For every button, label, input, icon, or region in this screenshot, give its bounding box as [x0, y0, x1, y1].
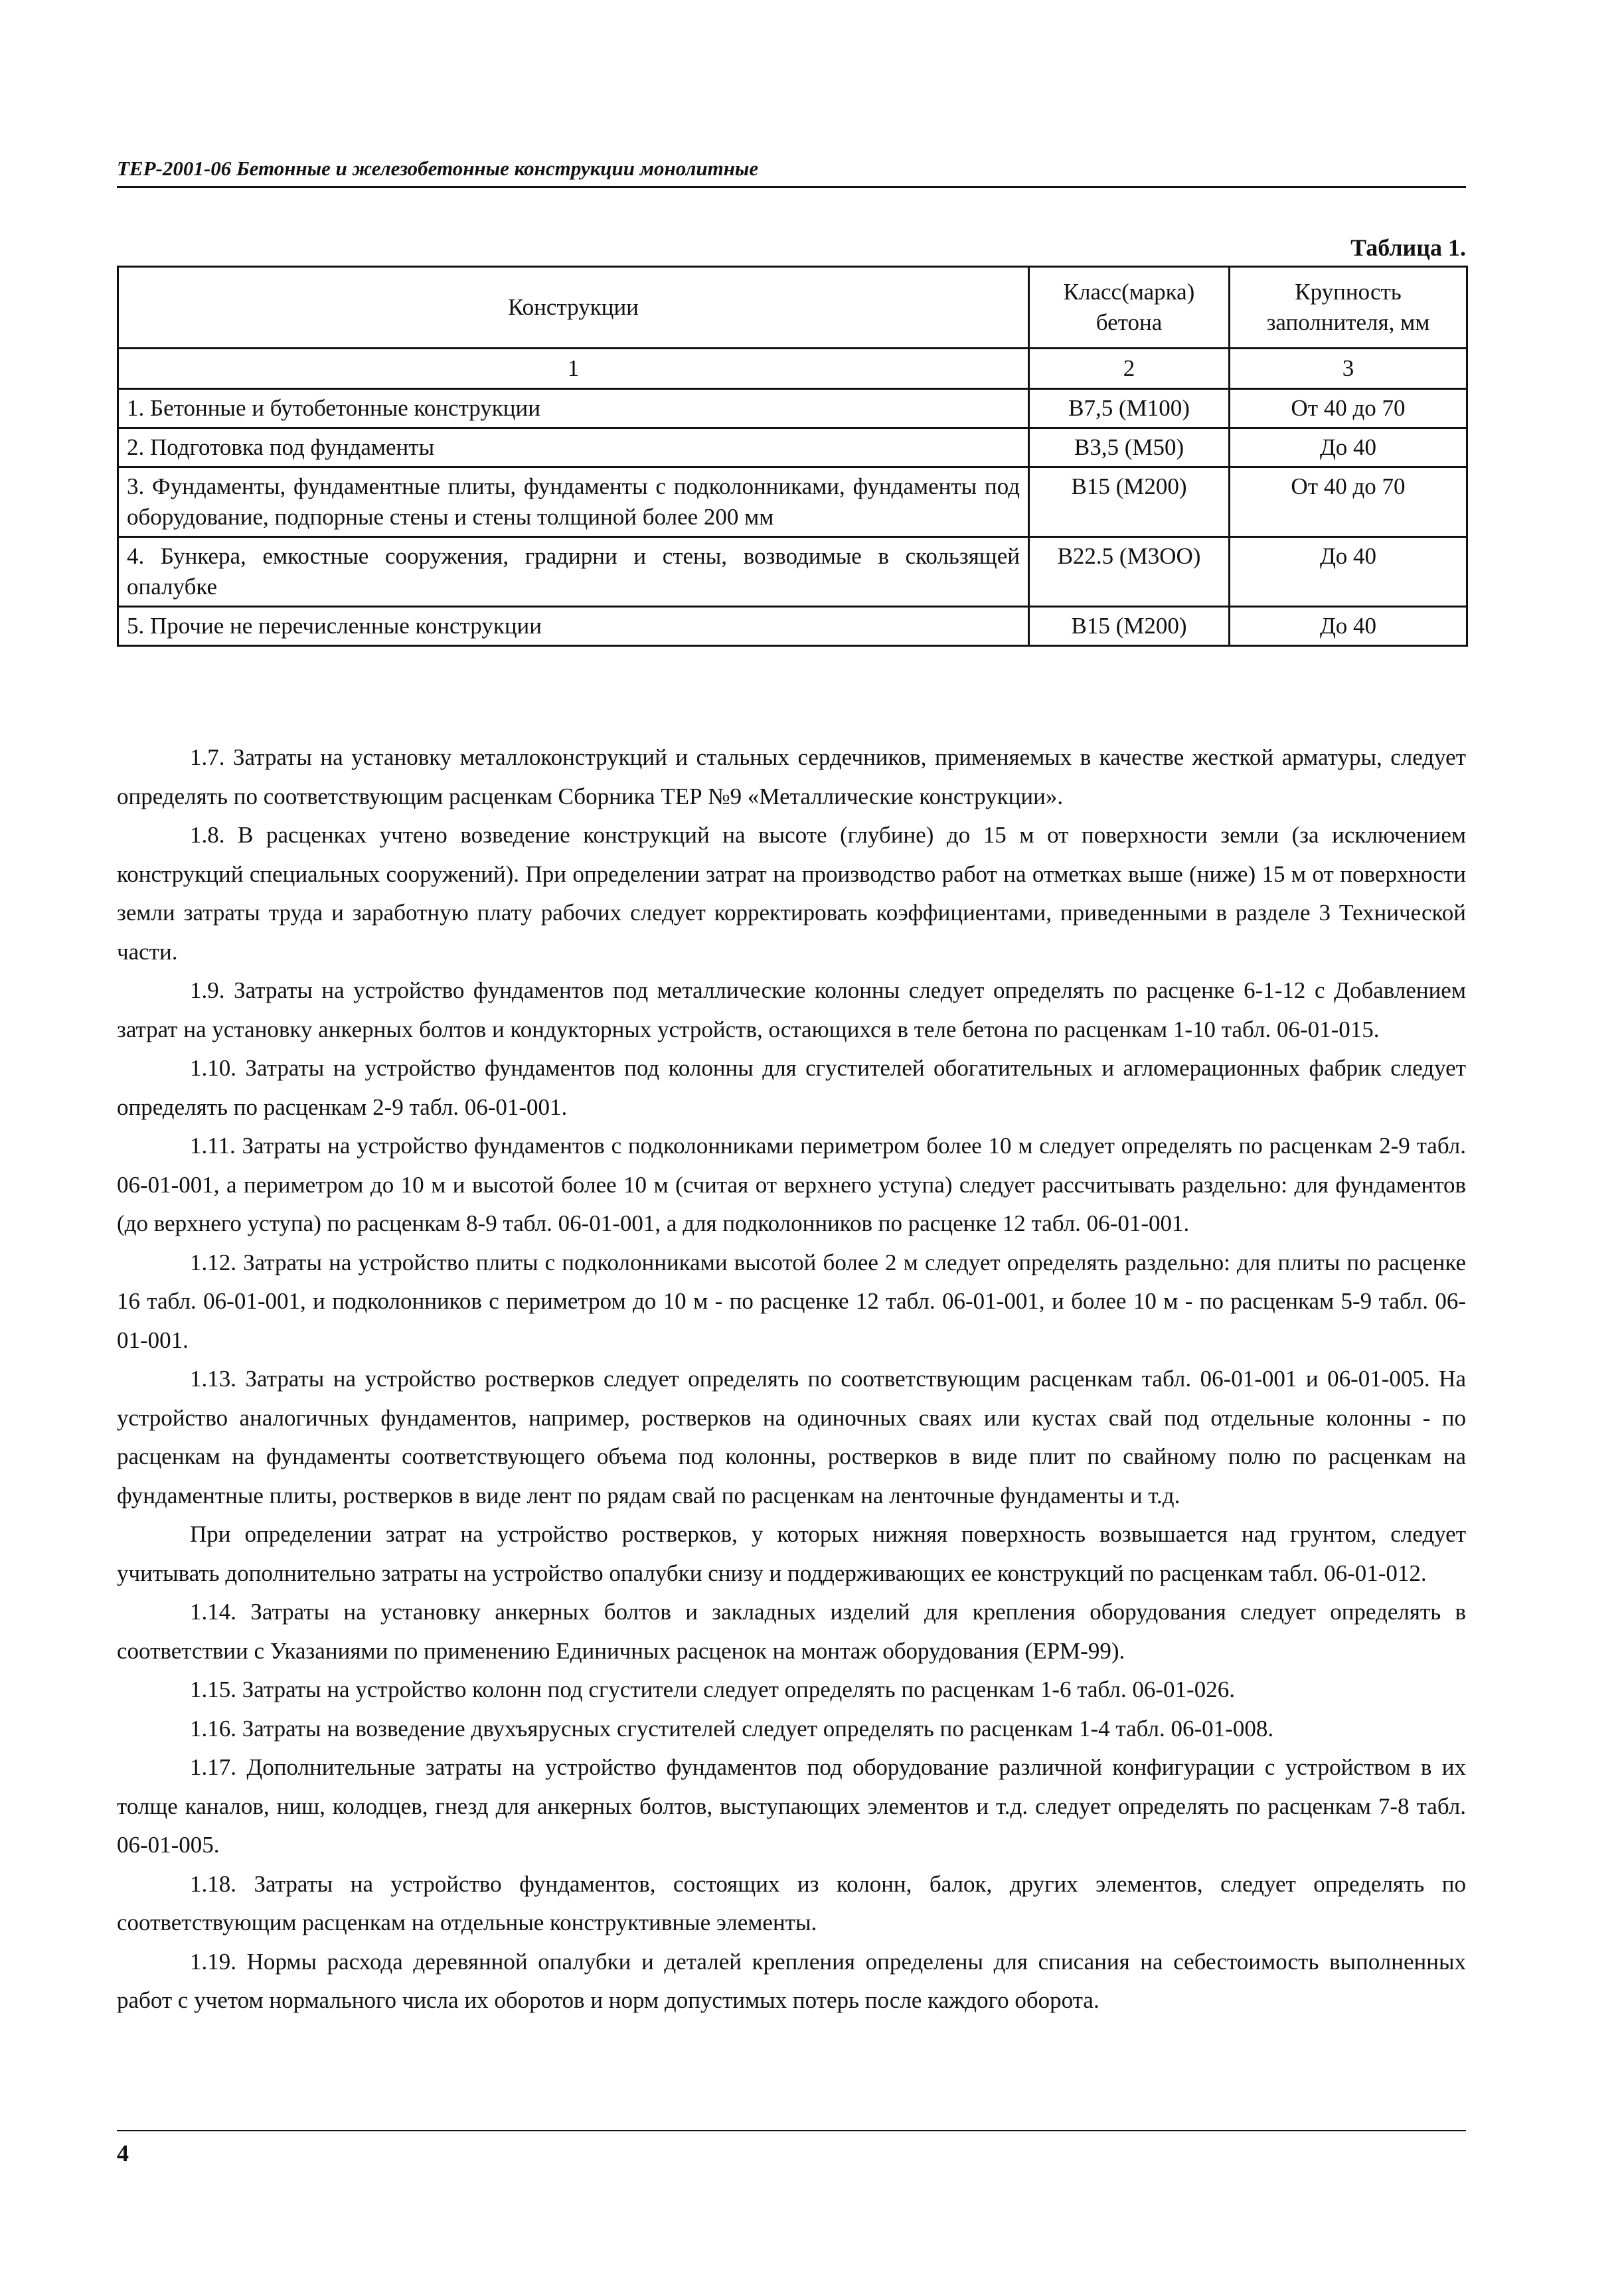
table-row	[118, 607, 1467, 646]
concrete-specs-table	[117, 266, 1468, 647]
table-header-row	[118, 267, 1467, 349]
table-row	[118, 389, 1467, 428]
table-row	[118, 428, 1467, 467]
running-header: ТЕР-2001-06 Бетонные и железобетонные конструкции монолитные	[117, 157, 759, 180]
column-header-constructions: Конструкции	[118, 267, 1029, 349]
column-header-concrete-grade: Класс(марка) бетона	[1029, 267, 1230, 349]
construction-cell: 1. Бетонные и бутобетонные конструкции	[118, 389, 1029, 428]
grade-cell: В7,5 (М100)	[1029, 389, 1230, 428]
grade-cell: В15 (М200)	[1029, 607, 1230, 646]
construction-cell: 2. Подготовка под фундаменты	[118, 428, 1029, 467]
aggregate-cell: От 40 до 70	[1230, 467, 1467, 537]
column-header-aggregate-size: Крупность заполнителя, мм	[1230, 267, 1467, 349]
table-row	[118, 537, 1467, 607]
paragraph-1-15: 1.15. Затраты на устройство колонн под сгустители следует определять по расценкам 1-6 табл. 06-01-026.	[190, 1676, 1235, 1702]
paragraph-1-9: 1.9. Затраты на устройство фундаментов под металлические колонны следует определять по расценке 6-1-12 с Добавлением затрат на установку анкерных болтов и кондукторных устройств, остающихся в теле бетона по расценкам 1-10 табл. 06-01-015.	[117, 977, 1466, 1042]
footer-divider	[117, 2130, 1466, 2131]
grade-cell: В22.5 (М3ОО)	[1029, 537, 1230, 607]
paragraph-1-10: 1.10. Затраты на устройство фундаментов под колонны для сгустителей обогатительных и агломерационных фабрик следует определять по расценкам 2-9 табл. 06-01-001.	[117, 1055, 1466, 1120]
paragraph-1-14: 1.14. Затраты на установку анкерных болтов и закладных изделий для крепления оборудования следует определять в соответствии с Указаниями по применению Единичных расценок на монтаж оборудования (ЕРМ-99).	[117, 1599, 1466, 1664]
paragraph-1-18: 1.18. Затраты на устройство фундаментов, состоящих из колонн, балок, других элементов, следует определять по соответствующим расценкам на отдельные конструктивные элементы.	[117, 1870, 1466, 1935]
paragraph-1-8: 1.8. В расценках учтено возведение конструкций на высоте (глубине) до 15 м от поверхности земли (за исключением конструкций специальных сооружений). При определении затрат на производство работ на отметках выше (ниже) 15 м от поверхности земли затраты труда и заработную плату рабочих следует корректировать коэффициентами, приведенными в разделе 3 Технической части.	[117, 822, 1466, 965]
aggregate-cell: До 40	[1230, 537, 1467, 607]
paragraph-1-19: 1.19. Нормы расхода деревянной опалубки и деталей крепления определены для списания на себестоимость выполненных работ с учетом нормального числа их оборотов и норм допустимых потерь после каждого оборота.	[117, 1948, 1466, 2013]
column-number: 3	[1230, 349, 1467, 389]
aggregate-cell: До 40	[1230, 428, 1467, 467]
construction-cell: 3. Фундаменты, фундаментные плиты, фундаменты с подколонниками, фундаменты под оборудование, подпорные стены и стены толщиной более 200 мм	[118, 467, 1029, 537]
paragraph-1-11: 1.11. Затраты на устройство фундаментов с подколонниками периметром более 10 м следует определять по расценкам 2-9 табл. 06-01-001, а периметром до 10 м и высотой более 10 м (считая от верхнего уступа) следует рассчитывать раздельно: для фундаментов (до верхнего уступа) по расценкам 8-9 табл. 06-01-001, а для подколонников по расценке 12 табл. 06-01-001.	[117, 1133, 1466, 1236]
paragraph-1-12: 1.12. Затраты на устройство плиты с подколонниками высотой более 2 м следует определять раздельно: для плиты по расценке 16 табл. 06-01-001, и подколонников с периметром до 10 м - по расценке 12 табл. 06-01-001, и более 10 м - по расценкам 5-9 табл. 06-01-001.	[117, 1249, 1466, 1353]
aggregate-cell: До 40	[1230, 607, 1467, 646]
column-number-row	[118, 349, 1467, 389]
column-number: 2	[1029, 349, 1230, 389]
table-caption: Таблица 1.	[1350, 234, 1466, 261]
paragraph-1-16: 1.16. Затраты на возведение двухъярусных сгустителей следует определять по расценкам 1-4 табл. 06-01-008.	[190, 1715, 1274, 1742]
column-number: 1	[118, 349, 1029, 389]
header-divider	[117, 186, 1466, 188]
paragraph-1-13: 1.13. Затраты на устройство ростверков следует определять по соответствующим расценкам табл. 06-01-001 и 06-01-005. На устройство аналогичных фундаментов, например, ростверков на одиночных сваях или кустах свай под отдельные колонны - по расценкам на фундаменты соответствующего объема под колонны, ростверков в виде плит по свайному полю по расценкам на фундаментные плиты, ростверков в виде лент по рядам свай по расценкам на ленточные фундаменты и т.д.	[117, 1366, 1466, 1509]
page-number: 4	[117, 2140, 129, 2166]
grade-cell: В15 (М200)	[1029, 467, 1230, 537]
construction-cell: 5. Прочие не перечисленные конструкции	[118, 607, 1029, 646]
paragraph-1-13-grillage: При определении затрат на устройство ростверков, у которых нижняя поверхность возвышается над грунтом, следует учитывать дополнительно затраты на устройство опалубки снизу и поддерживающих ее конструкций по расценкам табл. 06-01-012.	[117, 1521, 1466, 1586]
paragraph-1-17: 1.17. Дополнительные затраты на устройство фундаментов под оборудование различной конфигурации с устройством в их толще каналов, ниш, колодцев, гнезд для анкерных болтов, выступающих элементов и т.д. следует определять по расценкам 7-8 табл. 06-01-005.	[117, 1754, 1466, 1858]
paragraph-1-7: 1.7. Затраты на установку металлоконструкций и стальных сердечников, применяемых в качестве жесткой арматуры, следует определять по соответствующим расценкам Сборника ТЕР №9 «Металлические конструкции».	[117, 744, 1466, 809]
table-row	[118, 467, 1467, 537]
grade-cell: В3,5 (М50)	[1029, 428, 1230, 467]
construction-cell: 4. Бункера, емкостные сооружения, градирни и стены, возводимые в скользящей опалубке	[118, 537, 1029, 607]
body-text	[117, 738, 1466, 2020]
aggregate-cell: От 40 до 70	[1230, 389, 1467, 428]
